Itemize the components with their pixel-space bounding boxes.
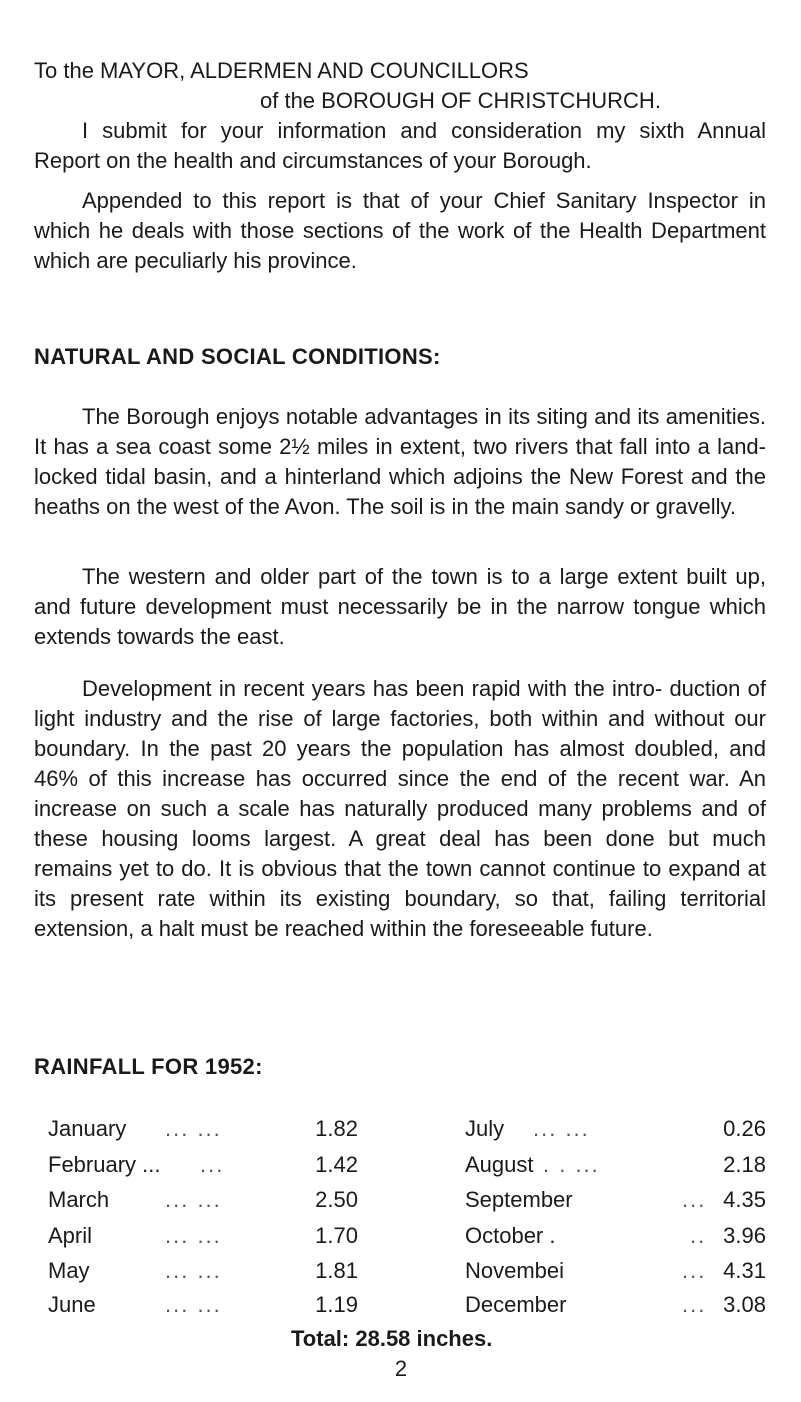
- month-name: May: [48, 1258, 90, 1283]
- month-name: December: [465, 1292, 567, 1317]
- address-block: [34, 56, 661, 116]
- month-name: September: [465, 1187, 573, 1212]
- rainfall-total: Total: 28.58 inches.: [291, 1326, 493, 1351]
- leader-dots: . . ...: [543, 1152, 600, 1177]
- leader-dots: ...: [682, 1292, 707, 1317]
- month-name: March: [48, 1187, 110, 1212]
- leader-dots: ... ...: [165, 1187, 222, 1212]
- rainfall-value: 1.70: [315, 1223, 358, 1248]
- rainfall-value: 2.18: [723, 1152, 766, 1177]
- address-line-1: To the MAYOR, ALDERMEN AND COUNCILLORS: [34, 58, 529, 83]
- natural-conditions-heading: NATURAL AND SOCIAL CONDITIONS:: [34, 344, 441, 369]
- natural-paragraph-1: The Borough enjoys notable advantages in its siting and its amenities. It has a sea coast some 2½ miles in extent, two rivers that fall into a land-locked tidal basin, and a hinterland which adjoins the New Forest and the heaths on the west of the Avon. The soil is in the main sandy or gravelly.: [34, 404, 766, 519]
- month-name: June: [48, 1292, 96, 1317]
- leader-dots: ... ...: [533, 1116, 590, 1141]
- rainfall-value: 3.08: [723, 1292, 766, 1317]
- month-name: January: [48, 1116, 127, 1141]
- intro-paragraph-1: I submit for your information and consideration my sixth Annual Report on the health and circumstances of your Borough.: [34, 118, 766, 173]
- rainfall-value: 1.42: [315, 1152, 358, 1177]
- rainfall-row: [0, 1150, 801, 1180]
- leader-dots: ..: [690, 1223, 707, 1248]
- rainfall-row: [0, 1114, 801, 1144]
- rainfall-value: 4.31: [723, 1258, 766, 1283]
- leader-dots: ...: [682, 1258, 707, 1283]
- rainfall-value: 0.26: [723, 1116, 766, 1141]
- month-name: July: [465, 1116, 505, 1141]
- month-name: Novembei: [465, 1258, 565, 1283]
- leader-dots: ... ...: [165, 1223, 222, 1248]
- rainfall-value: 1.81: [315, 1258, 358, 1283]
- rainfall-heading: RAINFALL FOR 1952:: [34, 1054, 263, 1079]
- leader-dots: ... ...: [165, 1292, 222, 1317]
- rainfall-row: [0, 1185, 801, 1215]
- month-name: February ...: [48, 1152, 161, 1177]
- rainfall-value: 2.50: [315, 1187, 358, 1212]
- leader-dots: ... ...: [165, 1258, 222, 1283]
- address-line-2: of the BOROUGH OF CHRISTCHURCH.: [260, 88, 661, 113]
- leader-dots: ... ...: [165, 1116, 222, 1141]
- intro-paragraph-2: Appended to this report is that of your Chief Sanitary Inspector in which he deals with those sections of the work of the Health Department which are peculiarly his province.: [34, 188, 766, 273]
- leader-dots: ...: [200, 1152, 225, 1177]
- rainfall-row: [0, 1290, 801, 1320]
- natural-paragraph-2: The western and older part of the town is to a large extent built up, and future development must necessarily be in the narrow tongue which extends towards the east.: [34, 564, 766, 649]
- month-name: April: [48, 1223, 93, 1248]
- leader-dots: ...: [682, 1187, 707, 1212]
- rainfall-row: [0, 1221, 801, 1251]
- rainfall-value: 3.96: [723, 1223, 766, 1248]
- page-number: 2: [394, 1356, 408, 1381]
- rainfall-value: 4.35: [723, 1187, 766, 1212]
- month-name: August: [465, 1152, 534, 1177]
- natural-paragraph-3: Development in recent years has been rapid with the intro- duction of light industry and the rise of large factories, both within and without our boundary. In the past 20 years the population has almost doubled, and 46% of this increase has occurred since the end of the recent war. An increase on such a scale has naturally produced many problems and of these housing looms largest. A great deal has been done but much remains yet to do. It is obvious that the town cannot continue to expand at its present rate within its existing boundary, so that, failing territorial extension, a halt must be reached within the foreseeable future.: [34, 676, 766, 941]
- rainfall-row: [0, 1256, 801, 1286]
- rainfall-value: 1.19: [315, 1292, 358, 1317]
- month-name: October .: [465, 1223, 556, 1248]
- rainfall-value: 1.82: [315, 1116, 358, 1141]
